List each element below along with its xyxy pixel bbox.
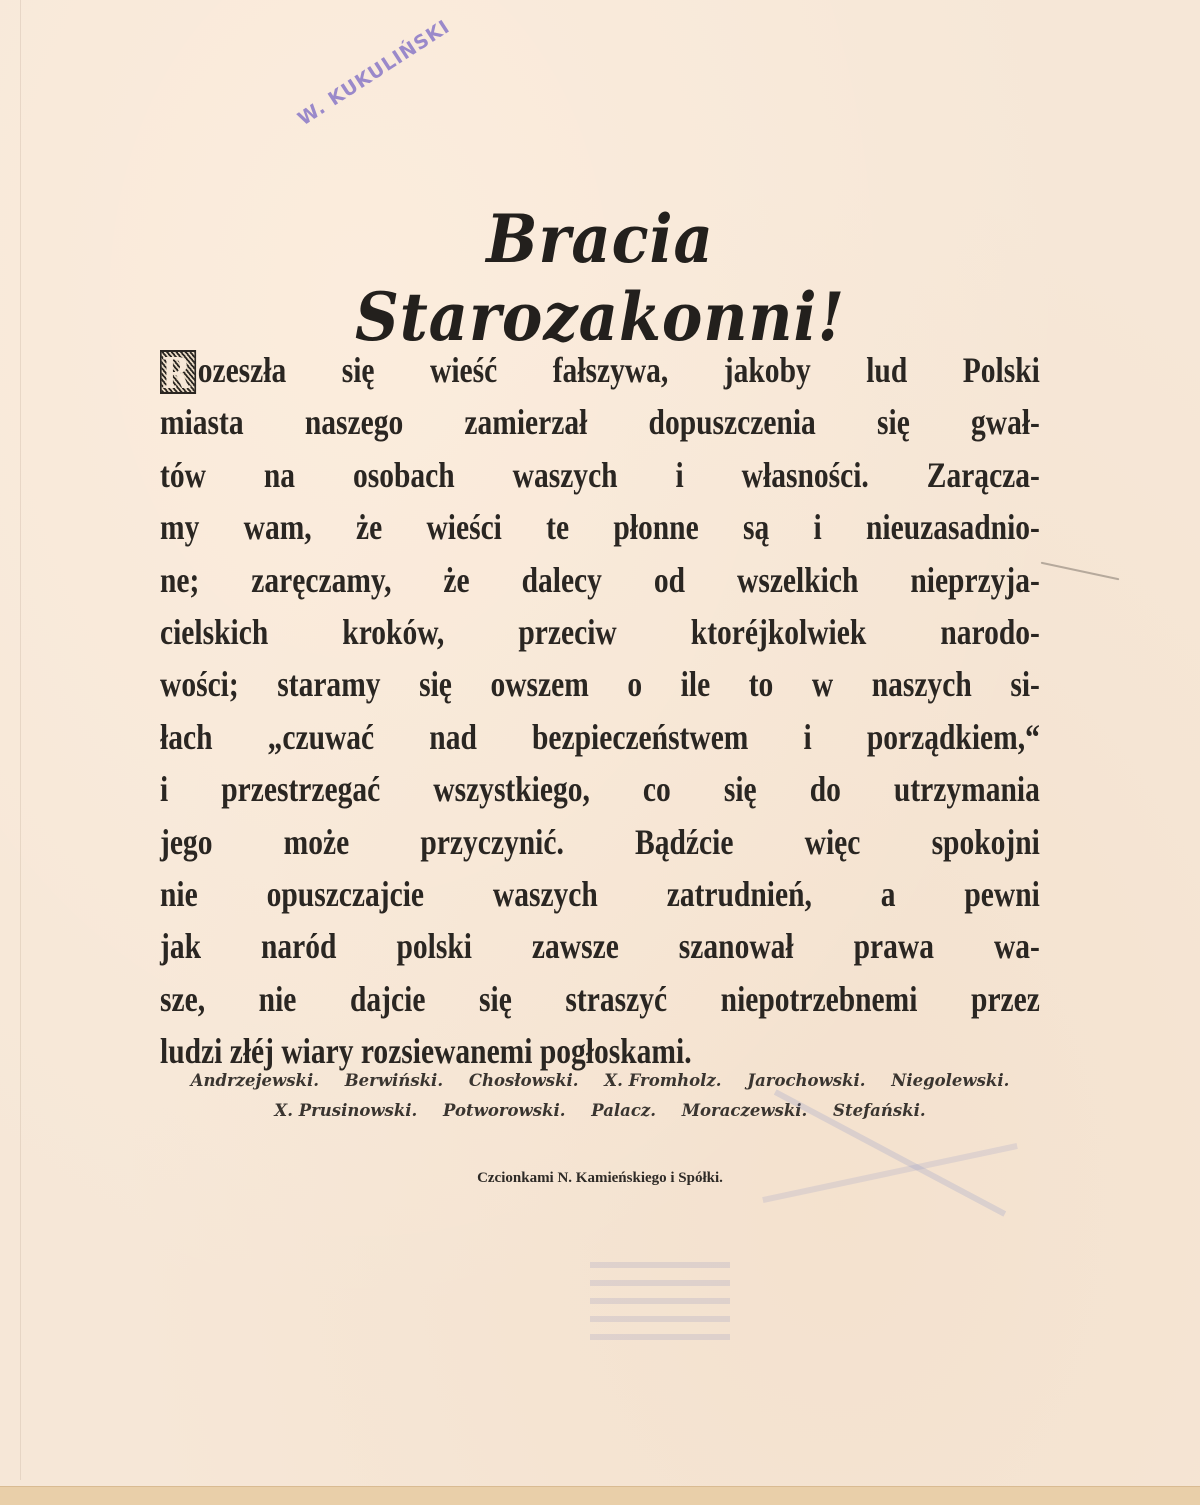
proclamation-body [160,344,1040,1077]
body-line: łach „czuwać nad bezpieczeństwem i porządkiem,“ [160,716,1040,757]
body-line: nie opuszczajcie waszych zatrudnień, a pewni [160,873,1040,914]
paper-bottom-edge [0,1486,1200,1505]
body-line: sze, nie dajcie się straszyć niepotrzebnemi przez [160,978,1040,1019]
signatory: Andrzejewski. [190,1071,319,1090]
body-line [160,344,1040,396]
signatory: Berwiński. [344,1071,444,1090]
signatory: Jarochowski. [747,1071,866,1090]
signatories [150,1066,1050,1126]
paper-fold-line [20,0,21,1480]
signatories-row-1 [150,1066,1050,1096]
body-line: tów na osobach waszych i własności. Zarącza- [160,454,1040,495]
body-line: i przestrzegać wszystkiego, co się do utrzymania [160,769,1040,810]
body-line-text: ozeszła się wieść fałszywa, jakoby lud Polski [197,350,1040,390]
signatory: Palacz. [591,1101,657,1120]
body-line: my wam, że wieści te płonne są i nieuzasadnio- [160,507,1040,548]
signatory: X. Fromholz. [604,1071,722,1090]
ornamental-dropcap-icon: R [160,350,196,394]
signatory: Stefański. [833,1101,926,1120]
owner-stamp: W. KUKULIŃSKI [294,15,454,131]
printer-imprint: Czcionkami N. Kamieńskiego i Spółki. [477,1170,723,1186]
signatory: Niegolewski. [891,1071,1010,1090]
signatory: X. Prusinowski. [274,1101,418,1120]
body-line: wości; staramy się owszem o ile to w naszych si- [160,664,1040,705]
document-title: Bracia Starozakonni! [354,200,846,356]
signatories-row-2 [150,1096,1050,1126]
faded-library-stamp-icon [590,1260,730,1340]
body-line: miasta naszego zamierzał dopuszczenia się gwał- [160,402,1040,443]
body-line: cielskich kroków, przeciw ktoréjkolwiek narodo- [160,611,1040,652]
body-line: jego może przyczynić. Bądźcie więc spokojni [160,821,1040,862]
signatory: Chosłowski. [468,1071,579,1090]
signatory: Potworowski. [443,1101,566,1120]
body-line: ludzi złéj wiary rozsiewanemi pogłoskami. [160,1031,692,1072]
signatory: Moraczewski. [681,1101,808,1120]
body-line: jak naród polski zawsze szanował prawa wa- [160,926,1040,967]
body-line: ne; zaręczamy, że dalecy od wszelkich nieprzyja- [160,559,1040,600]
